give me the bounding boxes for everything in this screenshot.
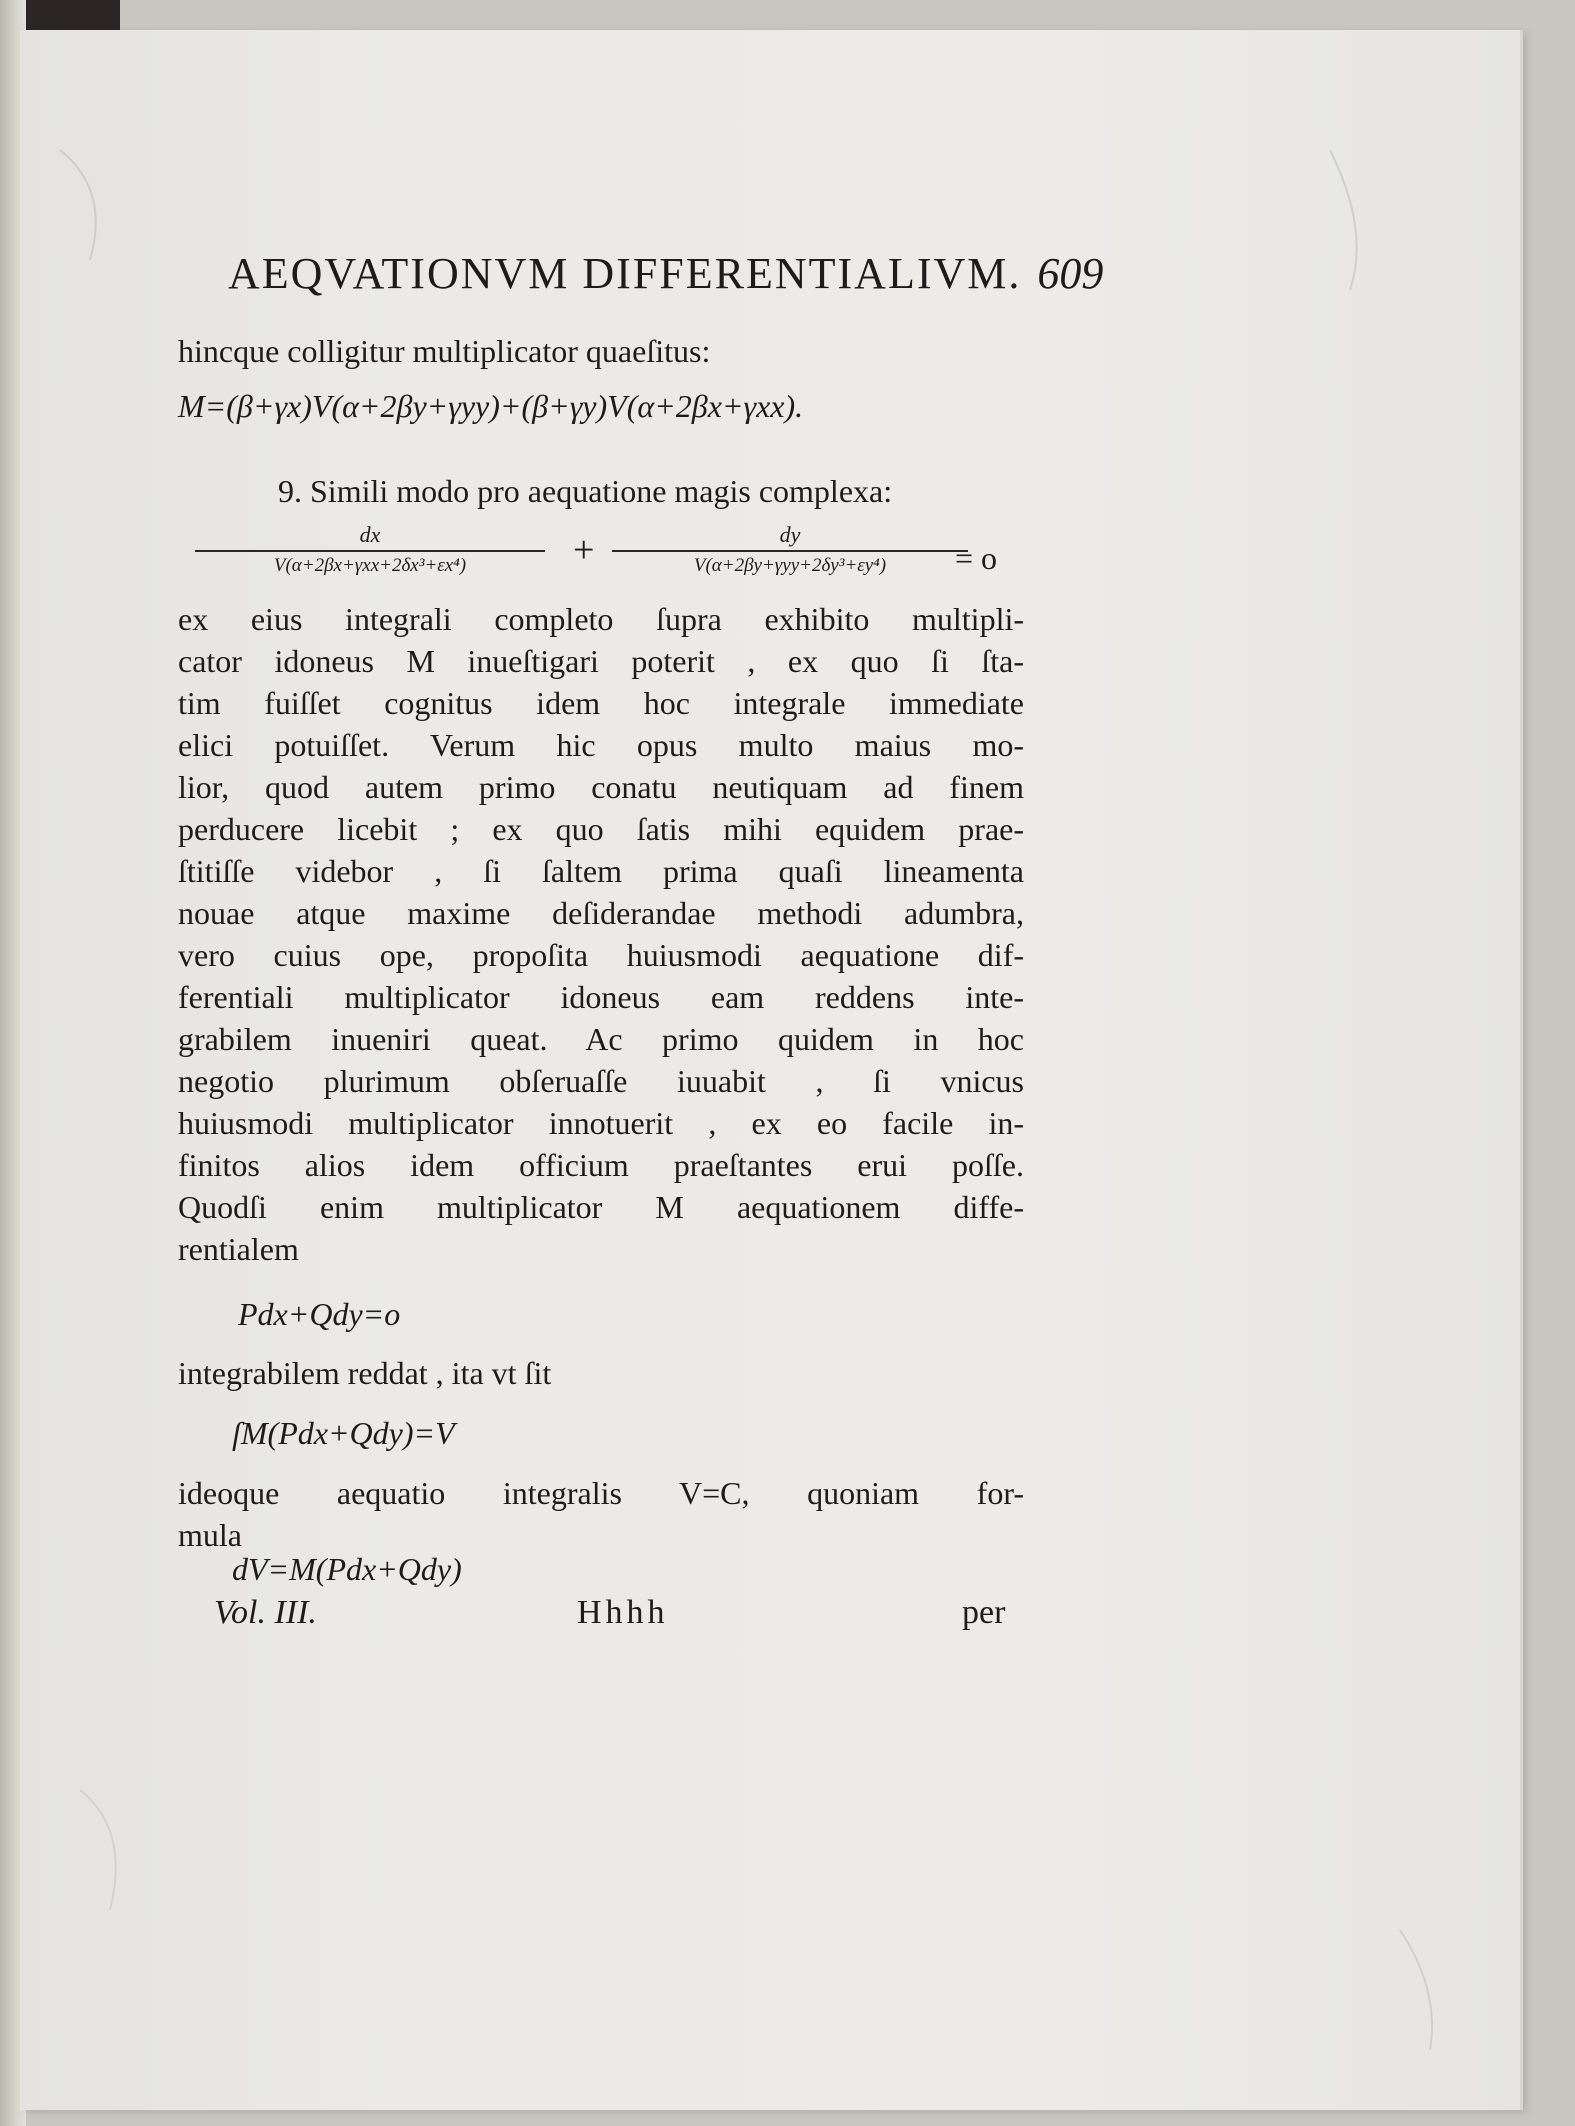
fraction-dx-bar [195,550,545,552]
text-line-24: ideoque aequatio integralis V=C, quoniam for- [178,1475,1024,1511]
text-line-19: Quodſi enim multiplicator M aequationem diffe- [178,1189,1024,1225]
text-line-22: integrabilem reddat , ita vt ſit [178,1355,552,1391]
running-title: AEQVATIONVM DIFFERENTIALIVM. [228,249,1022,298]
text-line-1: hincque colligitur multiplicator quaeſitus: [178,333,711,369]
text-line-25: mula [178,1517,242,1553]
text-line-8: elici potuiſſet. Verum hic opus multo maius mo- [178,727,1024,763]
text-line-20: rentialem [178,1231,299,1267]
fraction-dx-numerator: dx [359,522,381,547]
text-line-17: huiusmodi multiplicator innotuerit , ex eo facile in- [178,1105,1024,1141]
text-line-14: ferentiali multiplicator idoneus eam reddens inte- [178,979,1024,1015]
text-line-6: cator idoneus M inueſtigari poterit , ex quo ſi ſta- [178,643,1024,679]
text-line-9: lior, quod autem primo conatu neutiquam ad finem [178,769,1024,805]
text-line-16: negotio plurimum obſeruaſſe iuuabit , ſi vnicus [178,1063,1024,1099]
text-line-15: grabilem inueniri queat. Ac primo quidem in hoc [178,1021,1024,1057]
text-line-10: perducere licebit ; ex quo ſatis mihi equidem prae- [178,811,1024,847]
text-line-11: ſtitiſſe videbor , ſi ſaltem prima quaſi lineamenta [178,853,1024,889]
footer-catchword: per [962,1594,1006,1631]
equation-plus: + [573,529,595,571]
equation-dv: dV=M(Pdx+Qdy) [232,1551,462,1587]
fraction-dy [612,522,968,577]
formula-multiplicator: M=(β+γx)V(α+2βy+γyy)+(β+γy)V(α+2βx+γxx). [178,388,804,424]
text-line-12: nouae atque maxime deſiderandae methodi adumbra, [178,895,1024,931]
equation-integral: ſM(Pdx+Qdy)=V [232,1415,455,1451]
section-9-heading: 9. Simili modo pro aequatione magis complexa: [278,473,893,509]
running-header [228,248,1103,299]
page-number: 609 [1037,249,1104,298]
footer-signature: Hhhh [577,1594,669,1631]
fraction-dy-numerator: dy [779,522,801,547]
fraction-dx [195,522,545,577]
fraction-dy-bar [612,550,968,552]
text-line-5: ex eius integrali completo ſupra exhibito multipli- [178,601,1024,637]
text-line-7: tim fuiſſet cognitus idem hoc integrale immediate [178,685,1024,721]
equation-pdx-qdy: Pdx+Qdy=o [238,1296,401,1332]
fraction-dy-denominator: V(α+2βy+γyy+2δy³+εy⁴) [693,555,887,576]
text-line-13: vero cuius ope, propoſita huiusmodi aequatione dif- [178,937,1024,973]
footer-volume: Vol. III. [214,1594,317,1631]
fraction-dx-denominator: V(α+2βx+γxx+2δx³+εx⁴) [273,555,467,576]
text-line-18: finitos alios idem officium praeſtantes erui poſſe. [178,1147,1024,1183]
equation-rhs: = o [955,540,998,576]
